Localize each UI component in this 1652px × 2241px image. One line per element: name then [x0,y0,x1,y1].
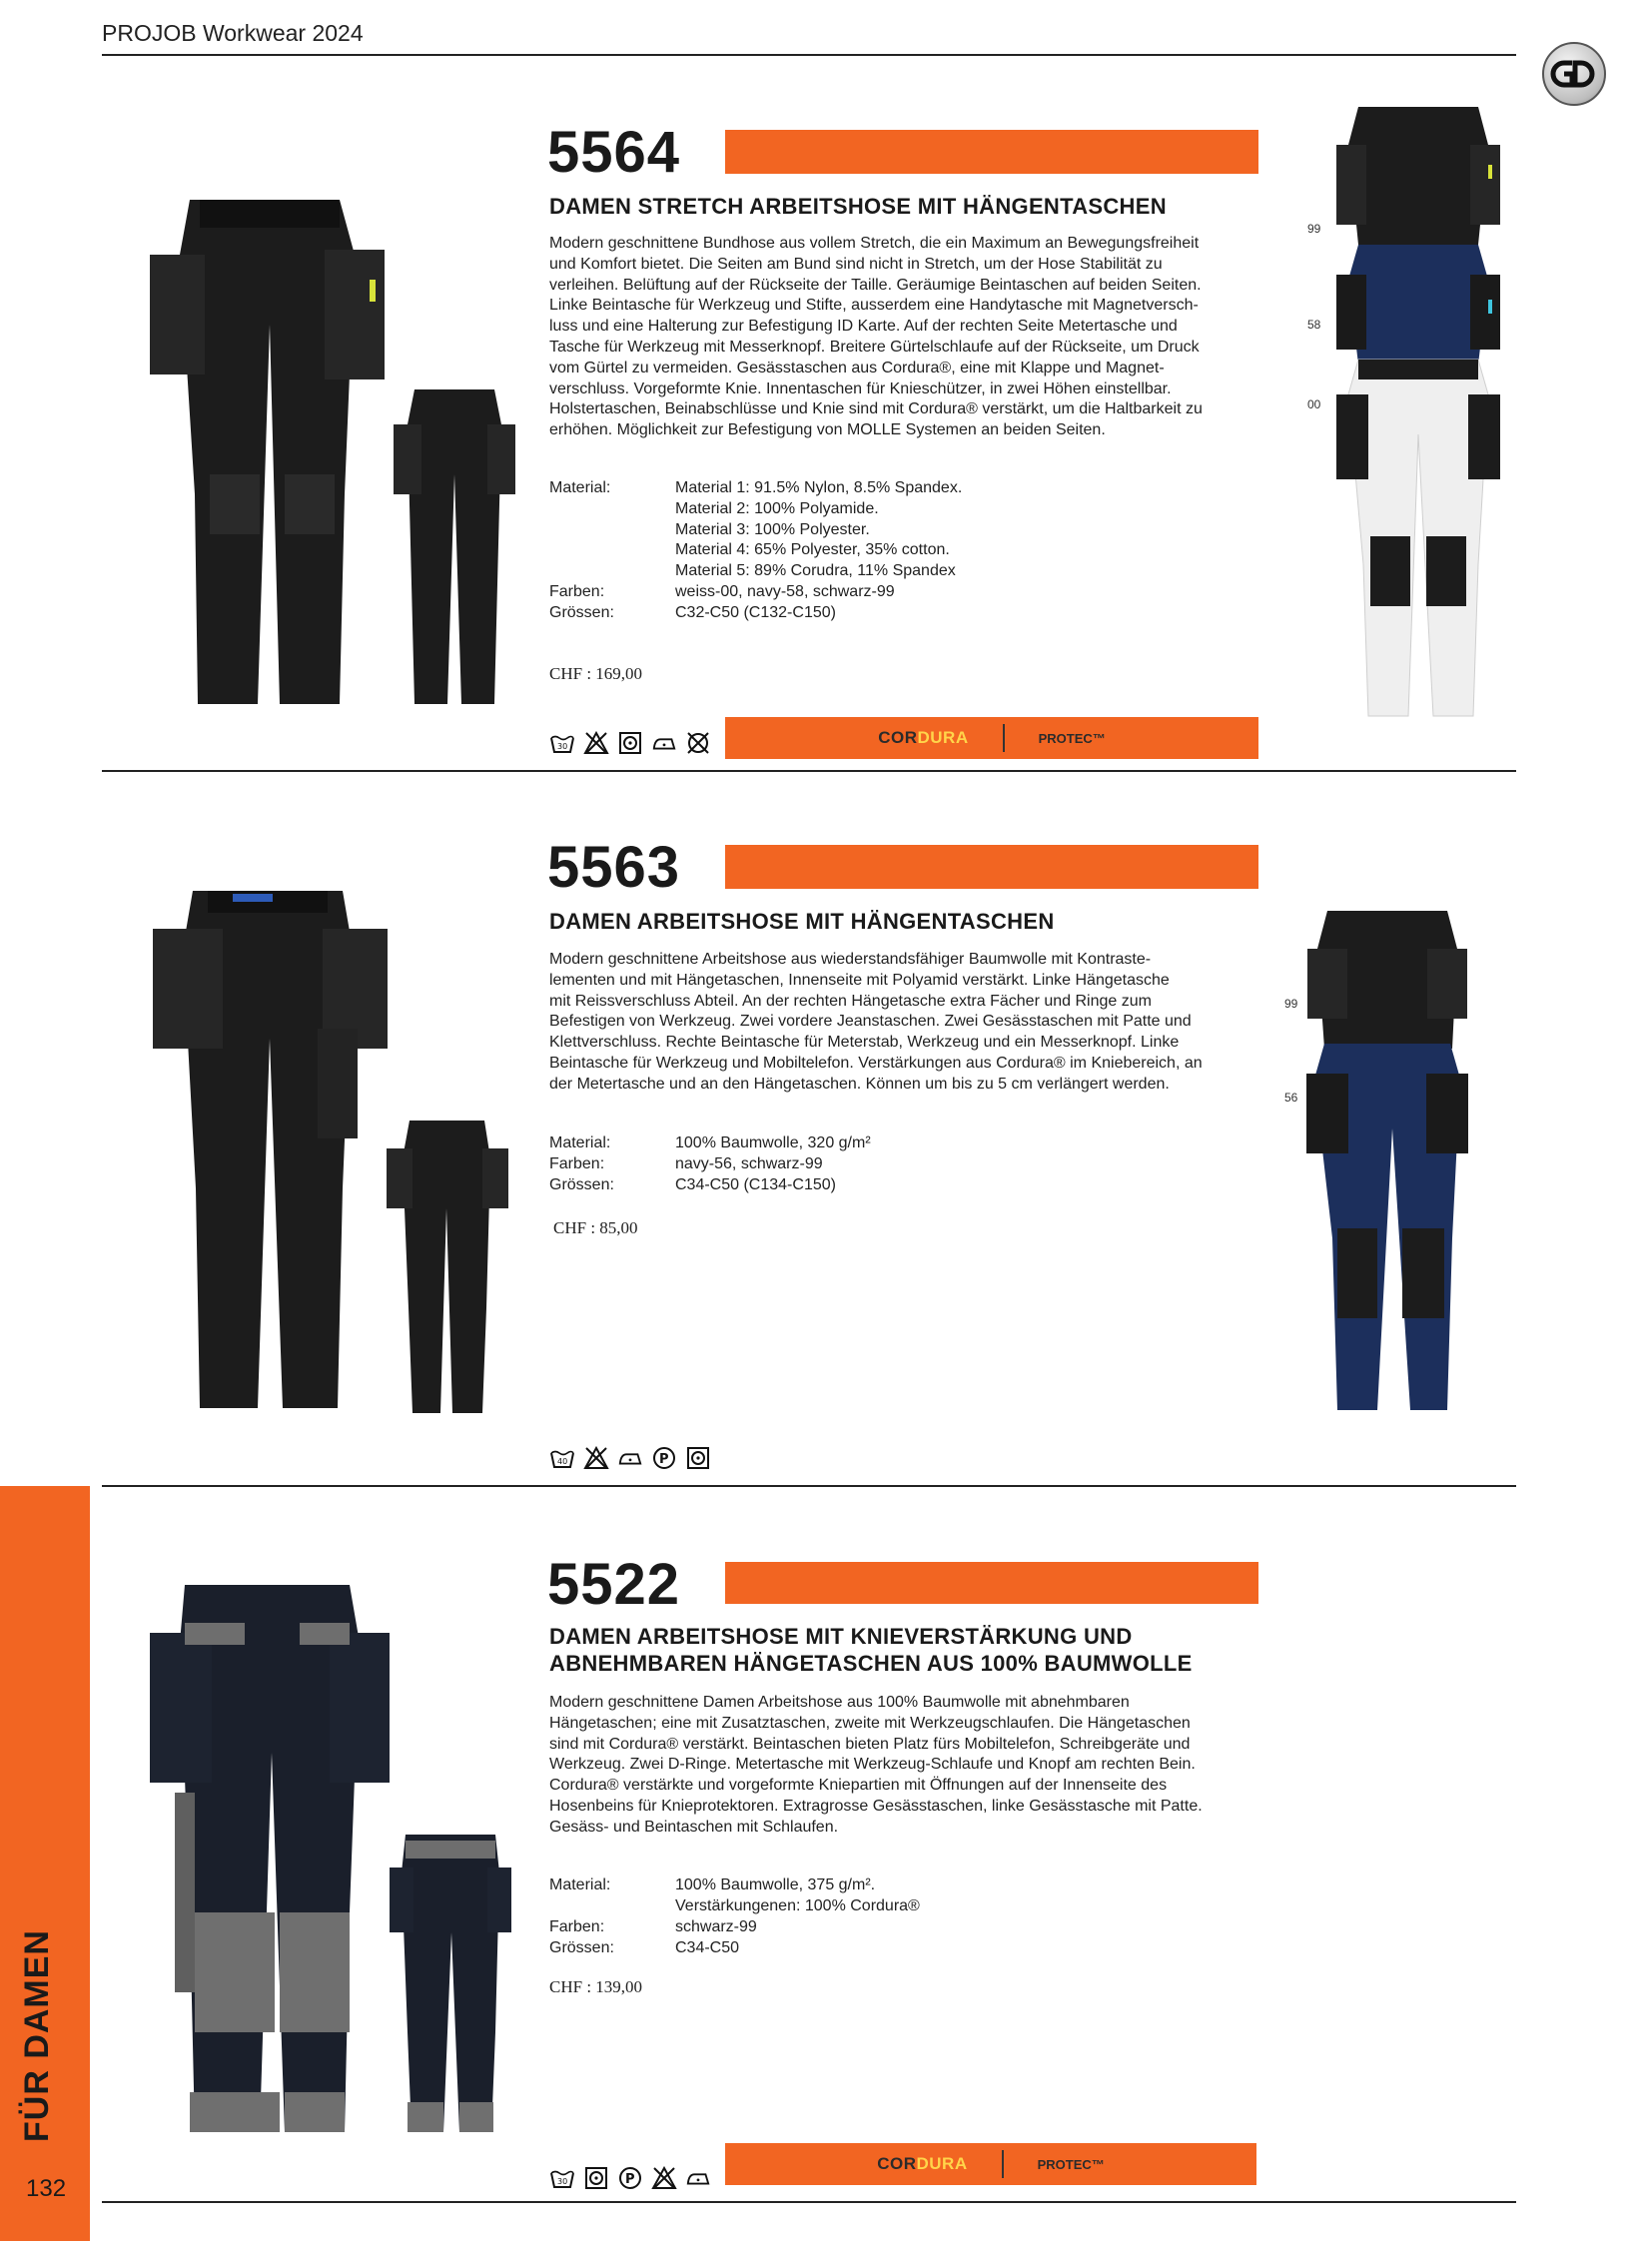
brand-bar [725,2143,1256,2185]
variant-code: 99 [1284,997,1298,1011]
no-bleach-icon [651,2165,677,2191]
material-value: Material 1: 91.5% Nylon, 8.5% Spandex. Material 2: 100% Polyamide. Material 3: 100% Polyester. Material 4: 65% Polyester, 35% cotton. Material 5: 89% Corudra, 11% Spandex [675,479,963,580]
tumble-dry-icon [685,1445,711,1471]
care-symbols [549,1445,711,1471]
svg-text:30: 30 [557,742,568,751]
product-title: DAMEN ARBEITSHOSE MIT KNIEVERSTÄRKUNG UND ABNEHMBAREN HÄNGETASCHEN AUS 100% BAUMWOLLE [549,1624,1193,1676]
care-symbols [549,730,711,756]
product-description: Modern geschnittene Bundhose aus vollem Stretch, die ein Maximum an Bewegungsfreiheit und Komfort bietet. Die Seiten am Bund sind nicht in Stretch, um der Hose Stabilität zu verleihen. Belüftung auf der Rückseite der Taille. Geräumige Beintaschen auf beiden Seiten. Linke Beintasche für Werkzeug und Stifte, ausserdem eine Handytasche mit Magnetversch- luss und eine Halterung zur Befestigung ID Karte. Auf der rechten Seite Metertasche und Tasche für Werkzeug mit Messerknopf. Breitere Gürtelschlaufe auf der Rückseite, um Druck vom Gürtel zu vermeiden. Gesässtaschen aus Cordura®, eine mit Klappe und Magnet- verschluss. Vorgeformte Knie. Innentaschen für Knieschützer, in zwei Höhen einstellbar. Holstertaschen, Beinabschlüsse und Knie sind mit Cordura® verstärkt, um die Haltbarkeit zu erhöhen. Möglichkeit zur Befestigung von MOLLE Systemen an beiden Seiten. [549,235,1203,439]
material-value: 100% Baumwolle, 320 g/m² [675,1134,871,1151]
care-symbols [549,2165,711,2191]
cordura-logo: CORDURA [877,2154,968,2173]
iron-low-icon [651,730,677,756]
color-variant-images [1328,105,1508,719]
no-bleach-icon [583,730,609,756]
section-label: FÜR DAMEN [18,1929,56,2142]
no-bleach-icon [583,1445,609,1471]
colors-label: Farben: [549,583,605,600]
sizes-label: Grössen: [549,1939,614,1956]
product-description: Modern geschnittene Damen Arbeitshose aus 100% Baumwolle mit abnehmbaren Hängetaschen; eine mit Zusatztaschen, zweite mit Werkzeugschlaufen. Die Hängetaschen sind mit Cordura® verstärkt. Beintaschen bieten Platz fürs Mobiltelefon, Schreibgeräte und Werkzeug. Zwei D-Ringe. Metertasche mit Werkzeug-Schlaufe und Knopf am rechten Bein. Cordura® verstärkte und vorgeformte Kniepartien mit Öffnungen auf der Innenseite des Hosenbeins für Knieprotektoren. Extragrosse Gesässtaschen, linke Gesässtasche mit Patte. Gesäss- und Beintaschen mit Schlaufen. [549,1694,1203,1836]
cordura-logo: CORDURA [878,728,969,747]
iron-low-icon [617,1445,643,1471]
brand-separator [1003,724,1005,752]
product-image-back [388,1833,512,2137]
section-divider [102,770,1516,772]
header-divider [102,54,1516,56]
variant-code: 58 [1307,318,1321,332]
product-number-bar [725,845,1258,889]
product-title: DAMEN STRETCH ARBEITSHOSE MIT HÄNGENTASCHEN [549,194,1167,219]
catalog-header-title: PROJOB Workwear 2024 [102,20,364,46]
sizes-value: C32-C50 (C132-C150) [675,604,836,621]
dryclean-p-icon [651,1445,677,1471]
protec-logo: PROTEC™ [1038,730,1106,746]
colors-value: schwarz-99 [675,1918,757,1935]
color-variant-images [1302,909,1472,1413]
product-image-front [150,1583,390,2137]
tumble-dry-icon [617,730,643,756]
sizes-value: C34-C50 (C134-C150) [675,1176,836,1193]
product-image-front [140,195,400,719]
dryclean-p-icon [617,2165,643,2191]
gd-logo-icon [1544,44,1604,104]
sizes-label: Grössen: [549,1176,614,1193]
material-label: Material: [549,479,611,496]
iron-low-icon [685,2165,711,2191]
product-image-back [390,384,519,709]
product-image-back [385,1119,509,1418]
tumble-dry-icon [583,2165,609,2191]
colors-value: weiss-00, navy-58, schwarz-99 [675,583,895,600]
product-number: 5563 [547,835,681,900]
product-number: 5522 [547,1552,681,1617]
section-divider [102,1485,1516,1487]
sizes-label: Grössen: [549,604,614,621]
svg-text:P: P [625,2172,635,2187]
product-number: 5564 [547,120,681,185]
product-number-bar [725,1562,1258,1604]
footer-divider [102,2201,1516,2203]
variant-code: 56 [1284,1091,1298,1105]
product-price: CHF : 139,00 [549,1977,643,1996]
protec-logo: PROTEC™ [1037,2156,1105,2172]
brand-separator [1002,2150,1004,2178]
variant-code: 00 [1307,397,1321,411]
colors-value: navy-56, schwarz-99 [675,1155,823,1172]
svg-text:30: 30 [557,2177,568,2186]
product-title: DAMEN ARBEITSHOSE MIT HÄNGENTASCHEN [549,909,1055,934]
brand-logo [1542,42,1606,106]
material-label: Material: [549,1876,611,1893]
no-dryclean-icon [685,730,711,756]
product-number-bar [725,130,1258,174]
product-price: CHF : 85,00 [553,1218,638,1237]
brand-bar [725,717,1258,759]
colors-label: Farben: [549,1918,605,1935]
material-value: 100% Baumwolle, 375 g/m². Verstärkungenen: 100% Cordura® [675,1876,920,1914]
variant-code: 99 [1307,222,1321,236]
sizes-value: C34-C50 [675,1939,740,1956]
colors-label: Farben: [549,1155,605,1172]
svg-text:P: P [659,1452,669,1467]
wash-30-icon [549,730,575,756]
product-price: CHF : 169,00 [549,664,643,683]
svg-text:40: 40 [557,1457,568,1466]
page-number: 132 [26,2175,67,2202]
product-image-front [148,889,388,1413]
wash-30-icon [549,2165,575,2191]
wash-40-icon [549,1445,575,1471]
material-label: Material: [549,1134,611,1151]
product-description: Modern geschnittene Arbeitshose aus wiederstandsfähiger Baumwolle mit Kontraste- lementen und mit Hängetaschen, Innenseite mit Polyamid verstärkt. Linke Hängetasche mit Reissverschluss Abteil. An der rechten Hängetasche extra Fächer und Ringe zum Befestigen von Werkzeug. Zwei vordere Jeanstaschen. Zwei Gesässtaschen mit Patte und Klettverschluss. Rechte Beintasche für Meterstab, Werkzeug und ein Messerknopf. Linke Beintasche für Werkzeug und Mobiltelefon. Verstärkungen aus Cordura® im Kniebereich, an der Metertasche und an den Hängetaschen. Können um bis zu 5 cm verlängert werden. [549,951,1203,1093]
